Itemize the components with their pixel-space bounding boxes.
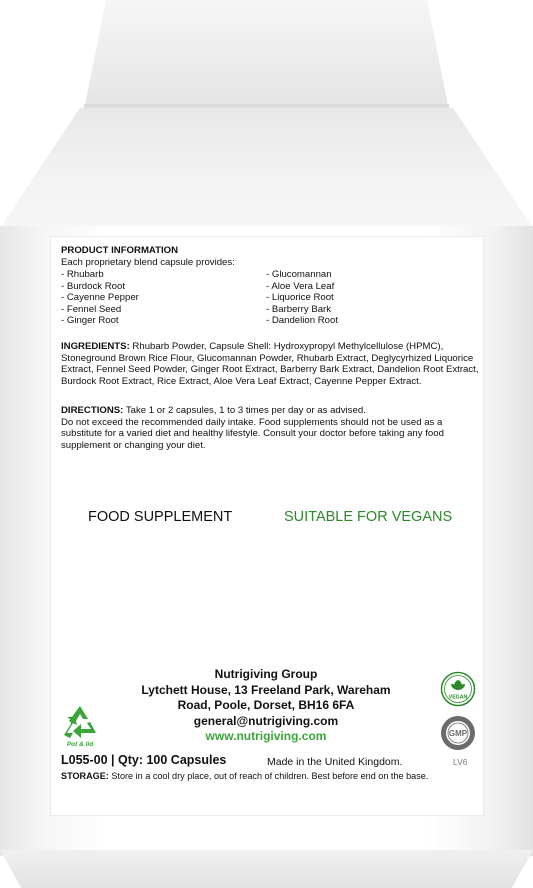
blend-item: - Aloe Vera Leaf: [266, 280, 335, 292]
blend-item: - Barberry Bark: [266, 303, 332, 315]
storage-heading: STORAGE:: [61, 771, 109, 781]
suitable-for-vegans-text: SUITABLE FOR VEGANS: [284, 509, 453, 525]
ingredients-heading: INGREDIENTS:: [61, 341, 130, 352]
directions-text: Take 1 or 2 capsules, 1 to 3 times per day or as advised.: [123, 405, 366, 416]
ingredients-paragraph: [61, 341, 481, 387]
company-block: [121, 667, 411, 745]
recycle-icon: [59, 703, 101, 741]
label-version: LV6: [453, 757, 468, 767]
bottle-base: [0, 850, 533, 888]
blend-item: - Fennel Seed: [61, 303, 122, 315]
blend-item: - Cayenne Pepper: [61, 292, 139, 303]
directions-heading: DIRECTIONS:: [61, 405, 124, 416]
blend-item: - Dandelion Root: [266, 315, 338, 326]
blend-list-right: [266, 269, 338, 327]
ingredients-text: Rhubarb Powder, Capsule Shell: Hydroxypropyl Methylcellulose (HPMC), Stoneground Brown Rice Flour, Glucomannan Powder, Rhubarb Extract, Deglycyrhized Liquorice Extract, Fennel Seed Powder, Ginger Root Extract, Barberry Bark Extract, Dandelion Root Extract, Burdock Root Extract, Rice Extract, Aloe Vera Leaf Extract, Cayenne Pepper Extract.: [61, 341, 479, 387]
product-info-title: PRODUCT INFORMATION: [61, 245, 179, 256]
blend-item: - Liquorice Root: [266, 292, 334, 303]
gmp-seal-label: GMP: [448, 729, 468, 738]
product-info-intro: Each proprietary blend capsule provides:: [61, 257, 235, 268]
vegan-seal-label: VEGAN: [448, 694, 468, 701]
bottle-lid: [84, 0, 449, 110]
recycle-caption: Pot & lid: [66, 741, 94, 748]
blend-item: - Ginger Root: [61, 315, 119, 326]
vegan-seal: [440, 671, 476, 707]
bottle-shoulder: [0, 108, 533, 228]
gmp-seal: [440, 715, 476, 751]
blend-item: - Burdock Root: [61, 280, 125, 292]
storage-text: Store in a cool dry place, out of reach of children. Best before end on the base.: [108, 771, 429, 781]
directions-paragraph: [61, 405, 481, 451]
company-address-line-1: Lytchett House, 13 Freeland Park, Wareham: [141, 682, 391, 697]
company-website: www.nutrigiving.com: [205, 729, 327, 743]
company-name: Nutrigiving Group: [214, 667, 318, 681]
blend-item: - Glucomannan: [266, 269, 332, 280]
vegan-leaf-icon: [440, 671, 476, 707]
gmp-seal-icon: [440, 715, 476, 751]
storage-line: [61, 771, 428, 781]
recycle-mark: [59, 703, 101, 755]
made-in-text: Made in the United Kingdom.: [267, 756, 403, 768]
product-label: [50, 236, 484, 816]
company-email: general@nutrigiving.com: [193, 713, 339, 728]
company-address-line-2: Road, Poole, Dorset, BH16 6FA: [177, 698, 355, 712]
directions-warning: Do not exceed the recommended daily intake. Food supplements should not be used as a substitute for a varied diet and healthy lifestyle. Consult your doctor before taking any food supplement or changing your diet.: [61, 416, 444, 451]
food-supplement-text: FOOD SUPPLEMENT: [88, 509, 233, 525]
directions-line: [61, 405, 481, 417]
blend-list-left: [61, 269, 139, 327]
batch-code-quantity: L055-00 | Qty: 100 Capsules: [61, 753, 227, 767]
blend-item: - Rhubarb: [61, 269, 104, 280]
